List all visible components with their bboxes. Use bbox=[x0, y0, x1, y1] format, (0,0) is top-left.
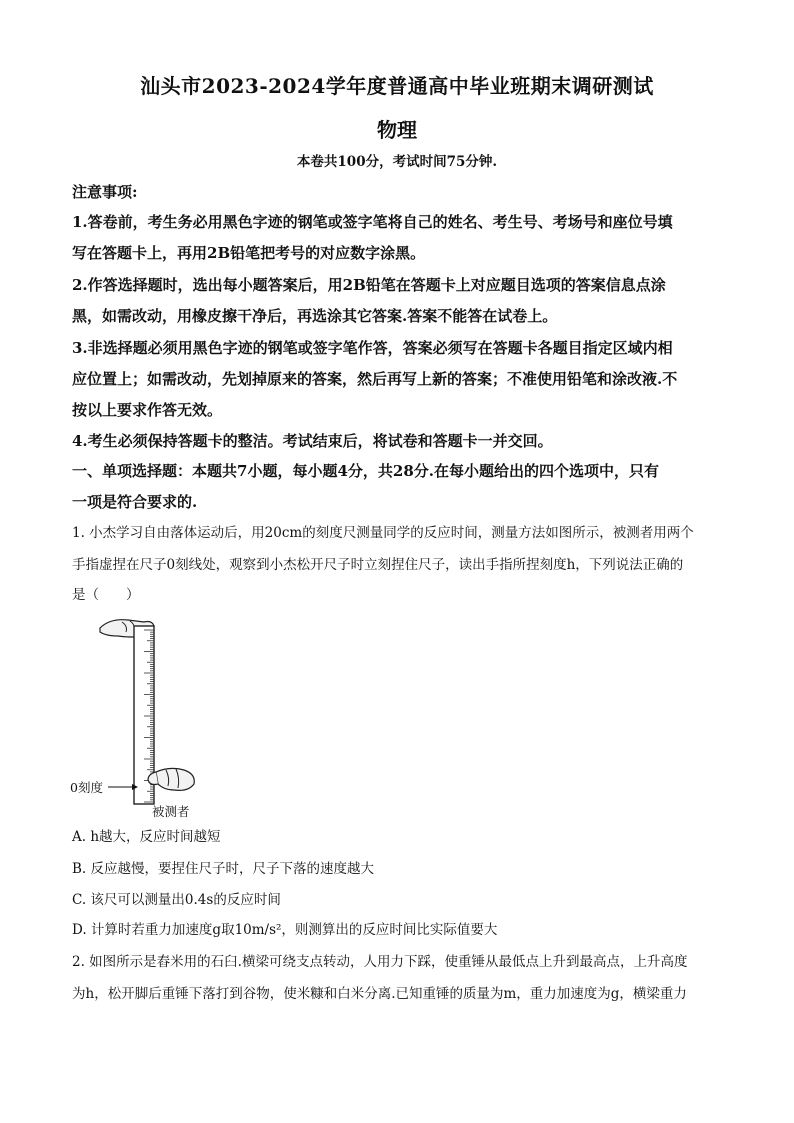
option-a: A. h越大，反应时间越短 bbox=[72, 829, 221, 845]
option-d: D. 计算时若重力加速度g取10m/s²，则测算出的反应时间比实际值要大 bbox=[72, 922, 498, 938]
tester-label: 被测者 bbox=[152, 804, 190, 819]
section-heading: 一、单项选择题：本题共7小题，每小题4分，共28分.在每小题给出的四个选项中，只有 bbox=[72, 462, 659, 480]
question-2-text: 为h，松开脚后重锤下落打到谷物，使米糠和白米分离.已知重锤的质量为m，重力加速度为g，横梁重力 bbox=[72, 986, 687, 1002]
question-1-text: 手指虚捏在尺子0刻线处，观察到小杰松开尺子时立刻捏住尺子，读出手指所捏刻度h，下列说法正确的 bbox=[72, 557, 684, 573]
notice-line: 写在答题卡上，再用2B铅笔把考号的对应数字涂黑。 bbox=[72, 244, 426, 262]
section-heading-cont: 一项是符合要求的. bbox=[72, 493, 198, 511]
exam-meta: 本卷共100分，考试时间75分钟. bbox=[296, 154, 498, 170]
option-b: B. 反应越慢，要捏住尺子时，尺子下落的速度越大 bbox=[72, 861, 375, 877]
notice-line: 应位置上；如需改动，先划掉原来的答案，然后再写上新的答案；不准使用铅笔和涂改液.不 bbox=[72, 370, 678, 388]
question-1-text: 是（ ） bbox=[72, 587, 140, 603]
notice-line: 4.考生必须保持答题卡的整洁。考试结束后，将试卷和答题卡一并交回。 bbox=[72, 432, 553, 450]
question-1-text: 1. 小杰学习自由落体运动后，用20cm的刻度尺测量同学的反应时间，测量方法如图所示，被测者用两个 bbox=[72, 525, 694, 541]
zero-mark-label: 0刻度 bbox=[70, 780, 103, 795]
question-2-text: 2. 如图所示是舂米用的石臼.横梁可绕支点转动，人用力下踩，使重锤从最低点上升到最高点，上升高度 bbox=[72, 954, 688, 970]
notice-line: 按以上要求作答无效。 bbox=[72, 401, 223, 419]
notice-line: 2.作答选择题时，选出每小题答案后，用2B铅笔在答题卡上对应题目选项的答案信息点涂 bbox=[72, 276, 666, 294]
notice-line: 黑，如需改动，用橡皮擦干净后，再选涂其它答案.答案不能答在试卷上。 bbox=[72, 307, 558, 325]
subject-title: 物理 bbox=[377, 118, 417, 142]
notice-line: 1.答卷前，考生务必用黑色字迹的钢笔或签字笔将自己的姓名、考生号、考场号和座位号填 bbox=[72, 213, 673, 231]
tester-hand-icon bbox=[148, 768, 194, 790]
page-title: 汕头市2023-2024学年度普通高中毕业班期末调研测试 bbox=[140, 74, 654, 98]
notice-heading: 注意事项: bbox=[72, 183, 138, 201]
notice-line: 3.非选择题必须用黑色字迹的钢笔或签字笔作答，答案必须写在答题卡各题目指定区域内相 bbox=[72, 339, 673, 357]
option-c: C. 该尺可以测量出0.4s的反应时间 bbox=[72, 892, 281, 908]
ruler-figure bbox=[70, 612, 220, 822]
